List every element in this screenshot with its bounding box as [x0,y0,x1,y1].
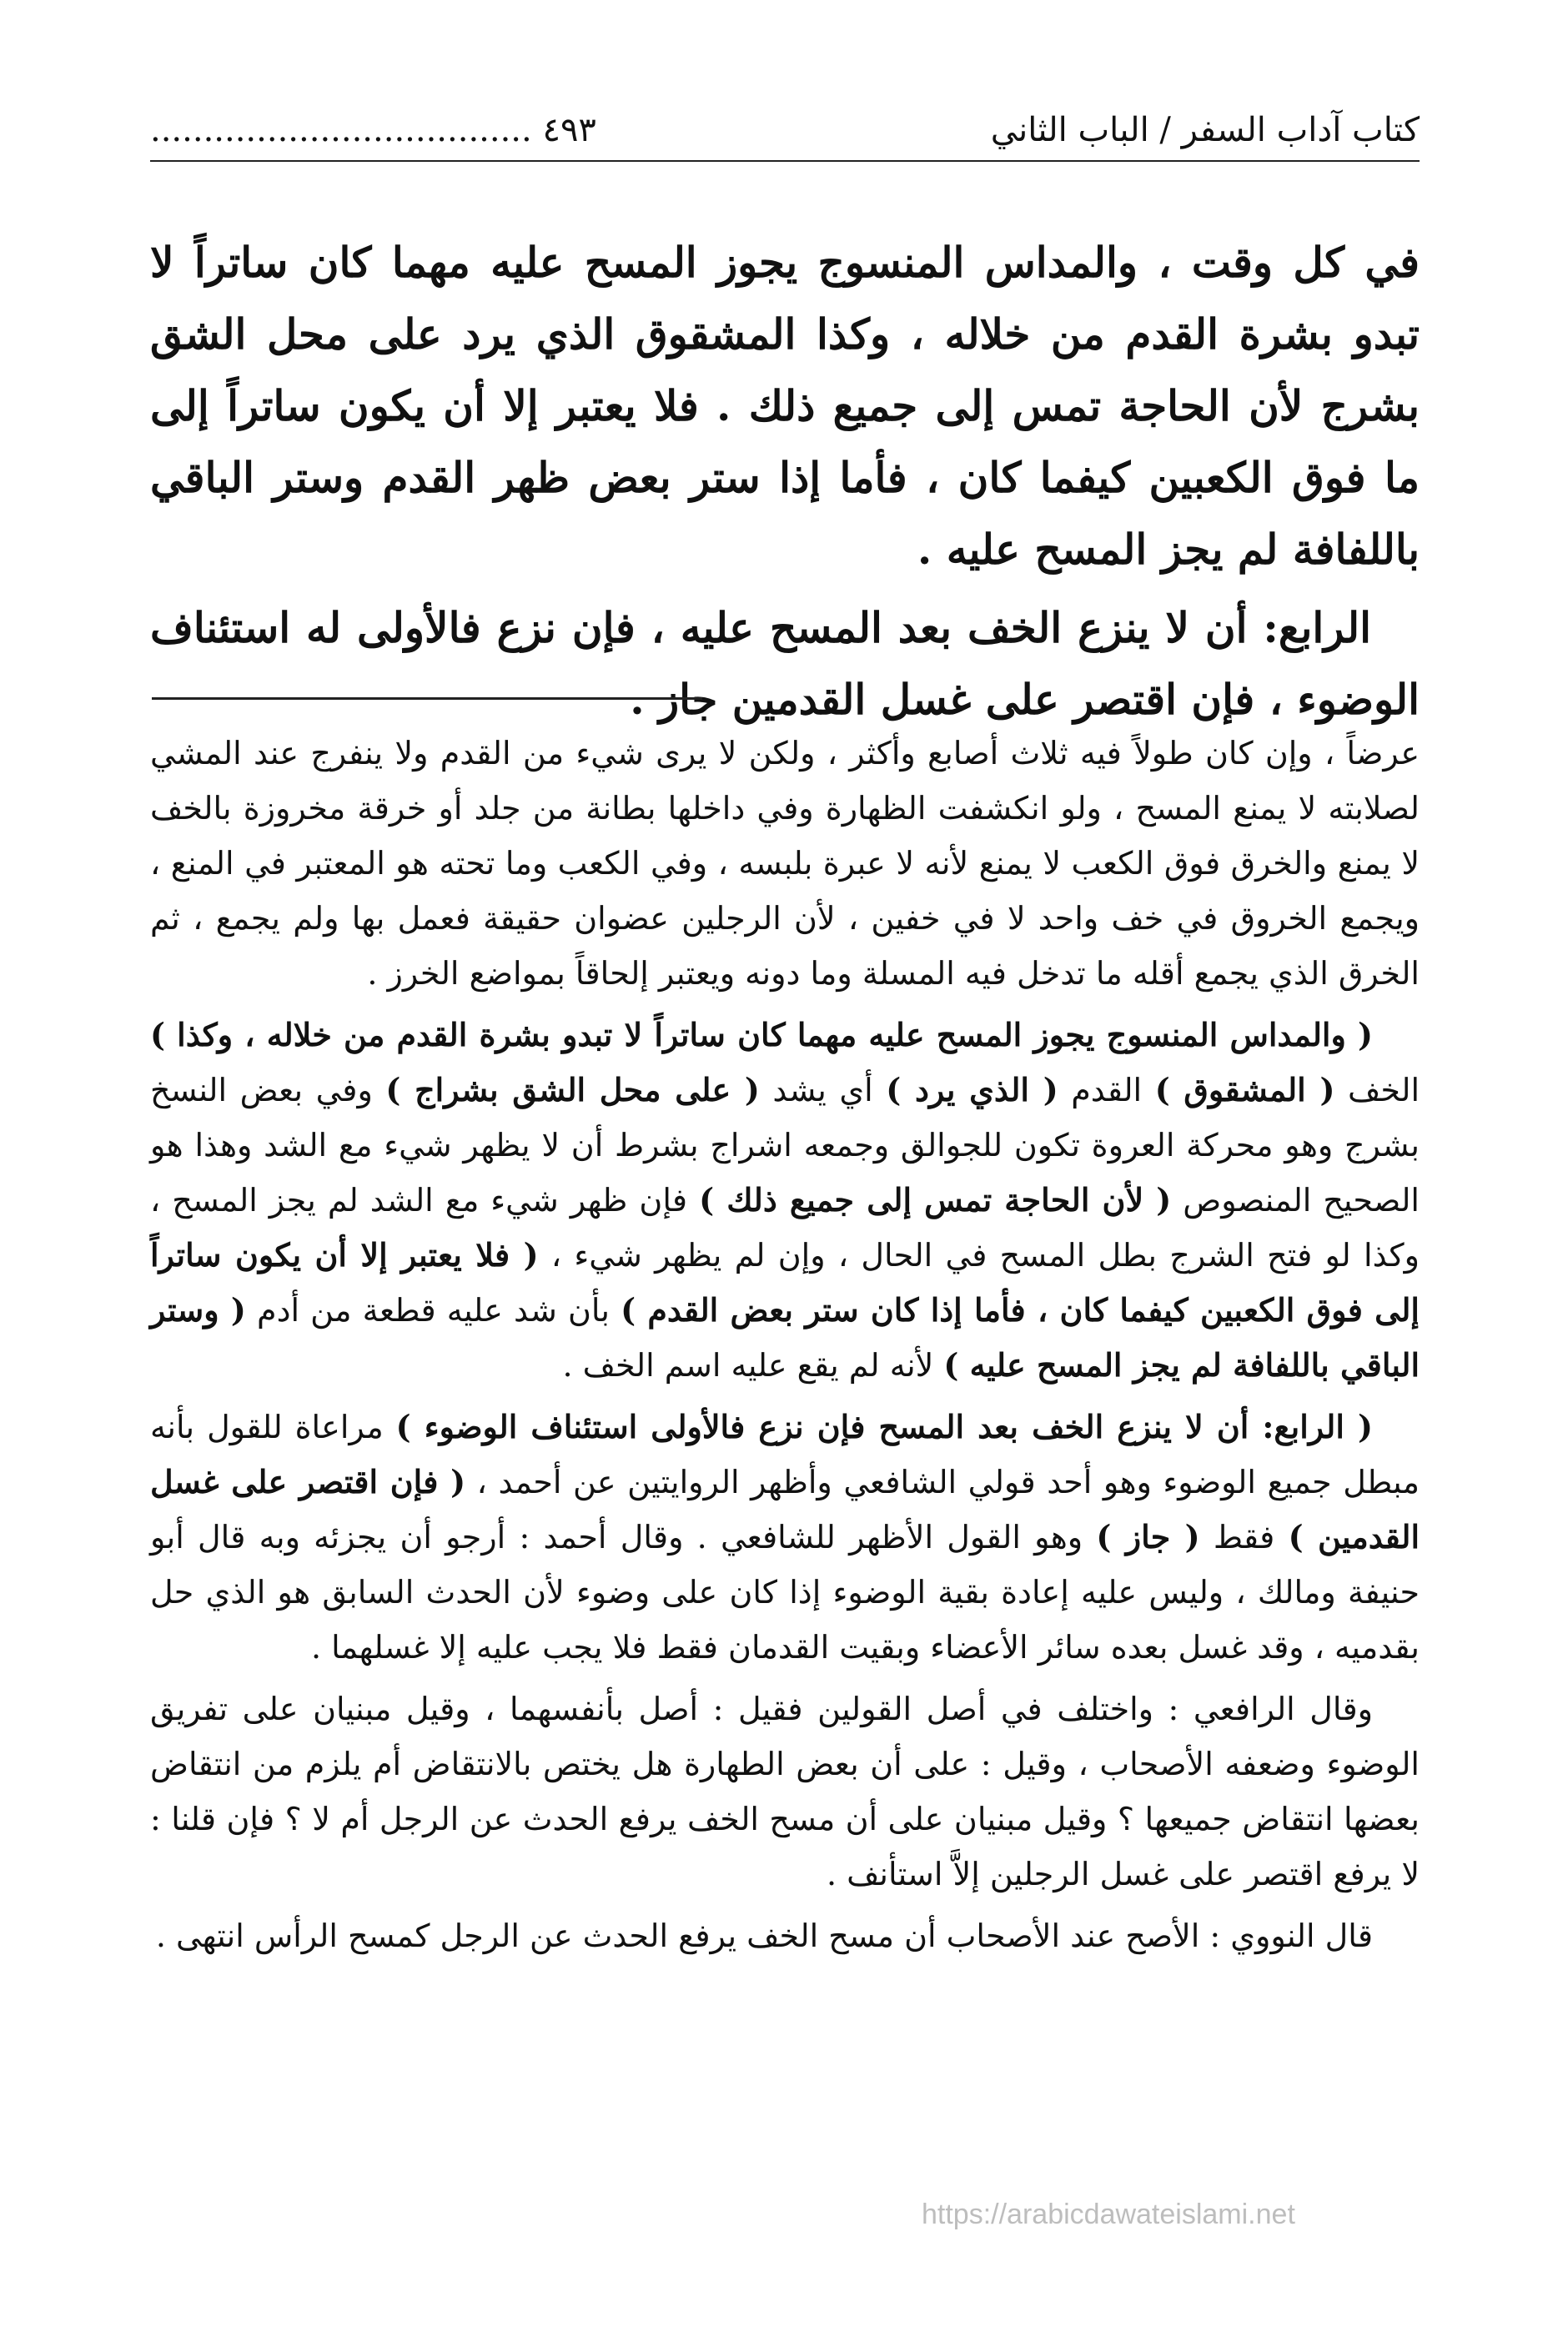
commentary-text: بأن شد عليه قطعة من أدم [245,1292,621,1329]
watermark-url: https://arabicdawateislami.net [922,2199,1295,2230]
commentary-text: وهو القول الأظهر للشافعي . وقال أحمد : أرجو أن يجزئه وبه قال أبو حنيفة ومالك ، وليس عليه إعادة بقية الوضوء إذا كان على وضوء لأن الحدث السابق هو الذي حل بقدميه ، وقد غسل بعده سائر الأعضاء وبقيت القدمان فقط فلا يجب عليه إلا غسلهما . [150,1519,1420,1666]
fourth-label: الرابع: [1263,603,1371,652]
page-header [150,107,1420,162]
page-number: ٤٩٣ .................................... [150,111,596,149]
quoted-text: ( لأن الحاجة تمس إلى جميع ذلك ) [699,1181,1172,1219]
quoted-text: ( الرابع: أن لا ينزع الخف بعد المسح فإن نزع فالأولى استئناف الوضوء ) [395,1408,1373,1445]
commentary-paragraph: قال النووي : الأصح عند الأصحاب أن مسح الخف يرفع الحدث عن الرجل كمسح الرأس انتهى . [155,1917,1373,1954]
commentary-paragraph [150,1400,1420,1675]
quoted-text: ( فلا يعتبر إلا أن يكون ساتراً إلى فوق الكعبين كيفما كان ، فأما إذا كان ستر بعض القدم ) [150,1236,1420,1329]
commentary-text: لأنه لم يقع عليه اسم الخف . [562,1347,944,1384]
quoted-text: ( المشقوق ) [1154,1071,1335,1108]
commentary-text: فقط [1199,1519,1289,1556]
quoted-text: ( على محل الشق بشراج ) [385,1071,760,1108]
commentary-paragraph: وقال الرافعي : واختلف في أصل القولين فقيل : أصل بأنفسهما ، وقيل مبنيان على تفريق الوضوء وضعفه الأصحاب ، وقيل : على أن بعض الطهارة هل يختص بالانتقاض أم يلزم من انتقاض بعضها انتقاض جميعها ؟ وقيل مبنيان على أن مسح الخف يرفع الحدث عن الرجل أم لا ؟ فإن قلنا : لا يرفع اقتصر على غسل الرجلين إلاَّ استأنف . [150,1691,1420,1892]
fourth-text: أن لا ينزع الخف بعد المسح عليه ، فإن نزع فالأولى له استئناف الوضوء ، فإن اقتصر على غسل القدمين جاز . [150,603,1420,724]
commentary-text: الخف [1334,1072,1420,1108]
running-title: كتاب آداب السفر / الباب الثاني [990,111,1420,149]
commentary-text: وفي بعض النسخ بشرج وهو محركة العروة تكون للجوالق وجمعه اشراج بشرط أن لا يظهر شيء مع الشد وهذا هو الصحيح المنصوص [150,1072,1420,1219]
main-paragraph: في كل وقت ، والمداس المنسوج يجوز المسح عليه مهما كان ساتراً لا تبدو بشرة القدم من خلاله ، وكذا المشقوق الذي يرد على محل الشق بشرج لأن الحاجة تمس إلى جميع ذلك . فلا يعتبر إلا أن يكون ساتراً إلى ما فوق الكعبين كيفما كان ، فأما إذا ستر بعض ظهر القدم وستر الباقي باللفافة لم يجز المسح عليه . [150,238,1420,574]
quoted-text: ( والمداس المنسوج يجوز المسح عليه مهما كان ساتراً لا تبدو بشرة القدم من خلاله ، وكذا ) [150,1016,1373,1053]
quoted-text: ( جاز ) [1096,1518,1200,1556]
quoted-text: ( الذي يرد ) [886,1071,1058,1108]
commentary-text: أي يشد [759,1072,887,1108]
commentary [150,726,1420,1970]
main-text [150,227,1420,736]
quoted-text: ( وستر الباقي باللفافة لم يجز المسح عليه ) [150,1291,1420,1384]
footnote-divider [152,697,702,700]
commentary-text: فإن ظهر شيء مع الشد لم يجز المسح ، وكذا لو فتح الشرج بطل المسح في الحال ، وإن لم يظهر شيء ، [150,1182,1420,1274]
commentary-paragraph: عرضاً ، وإن كان طولاً فيه ثلاث أصابع وأكثر ، ولكن لا يرى شيء من القدم ولا ينفرج عند المشي لصلابته لا يمنع المسح ، ولو انكشفت الظهارة وفي داخلها بطانة من جلد أو خرقة مخروزة بالخف لا يمنع والخرق فوق الكعب لا يمنع لأنه لا عبرة بلبسه ، وفي الكعب وما تحته هو المعتبر في المنع ، ويجمع الخروق في خف واحد لا في خفين ، لأن الرجلين عضوان حقيقة فعمل بها ولم يجمع ، ثم الخرق الذي يجمع أقله ما تدخل فيه المسلة وما دونه ويعتبر إلحاقاً بمواضع الخرز . [150,735,1420,992]
commentary-paragraph [150,1008,1420,1393]
commentary-text: القدم [1058,1072,1155,1108]
main-paragraph-fourth [150,592,1420,736]
commentary-text: مراعاة للقول بأنه مبطل جميع الوضوء وهو أحد قولي الشافعي وأظهر الروايتين عن أحمد ، [150,1409,1420,1500]
quoted-text: ( فإن اقتصر على غسل القدمين ) [150,1463,1420,1556]
